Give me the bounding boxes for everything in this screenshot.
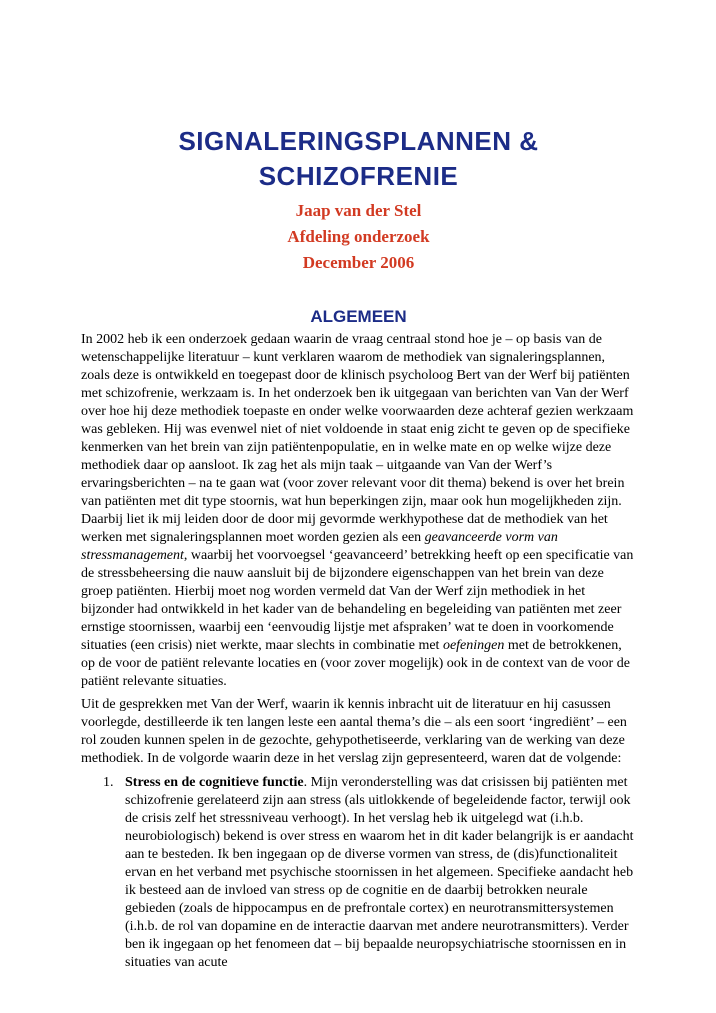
paragraph-1-italic-stressmanagement: geavanceerde vorm van stressmanagement bbox=[81, 530, 558, 563]
document-title-line-2: SCHIZOFRENIE bbox=[258, 161, 459, 191]
paragraph-2: Uit de gesprekken met Van der Werf, waarin ik kennis inbracht uit de literatuur en hij casussen voorlegde, destilleerde ik ten langen leste een aantal thema’s die – als een soort ‘ingrediënt’ – een rol zouden kunnen spelen in de gezochte, gehypothetiseerde, verklaring van de werking van deze methodiek. In de volgorde waarin deze in het verslag zijn gepresenteerd, waren dat de volgende: bbox=[81, 697, 627, 766]
list-item-1-number: 1. bbox=[103, 775, 114, 790]
date-line: December 2006 bbox=[302, 253, 415, 272]
author-line: Jaap van der Stel bbox=[295, 201, 422, 220]
document-title bbox=[81, 124, 636, 194]
paragraph-1-run-1: In 2002 heb ik een onderzoek gedaan waarin de vraag centraal stond hoe je – op basis van de wetenschappelijke literatuur – kunt verklaren waarom de methodiek van signaleringsplannen, zoals deze is ontwikkeld en toegepast door de klinisch psycholoog Bert van der Werf bij patiënten met schizofrenie, werkzaam is. In het onderzoek ben ik uitgegaan van berichten van Van der Werf over hoe hij deze methodiek toepaste en onder welke voorwaarden deze achteraf gezien werkzaam was gebleken. Hij was evenwel niet of niet voldoende in staat enig zicht te geven op de specifieke kenmerken van het brein van zijn patiëntenpopulatie, en in welke mate en op welke wijze deze methodiek daar op aansloot. Ik zag het als mijn taak – uitgaande van Van der Werf’s ervaringsberichten – na te gaan wat (voor zover relevant voor dit thema) bekend is over het brein van patiënten met dit type stoornis, wat hun beperkingen zijn, maar ook hun mogelijkheden zijn. Daarbij liet ik mij leiden door de door mij gevormde werkhypothese dat de methodiek van het werken met signaleringsplannen moet worden gezien als een bbox=[81, 332, 634, 545]
list-item-1-text bbox=[125, 775, 634, 970]
paragraph-1-italic-oefeningen: oefeningen bbox=[442, 638, 505, 653]
paragraph-1-run-3: , waarbij het voorvoegsel ‘geavanceerd’ betrekking heeft op een specificatie van de stressbeheersing die nauw aansluit bij de bijzondere eigenschappen van het brein van deze groep patiënten. Hierbij moet nog worden vermeld dat Van der Werf zijn methodiek in het bijzonder had ontwikkeld in het kader van de behandeling en begeleiding van patiënten met zeer ernstige stoornissen, waarbij een ‘eenvoudig lijstje met afspraken’ wat te doen in voorkomende situaties (een crisis) niet werkte, maar slechts in combinatie met bbox=[81, 548, 634, 653]
section-heading-algemeen: ALGEMEEN bbox=[310, 307, 407, 326]
list-item-1-body: . Mijn veronderstelling was dat crisissen bij patiënten met schizofrenie gerelateerd zijn aan stress (als uitlokkende of begeleidende factor, terwijl ook de crisis zelf het stressniveau verhoogt). In het verslag heb ik uitgelegd wat (i.h.b. neurobiologisch) bekend is over stress en waarom het in dit kader belangrijk is er aandacht aan te besteden. Ik ben ingegaan op de diverse vormen van stress, de (dis)functionaliteit ervan en het verband met psychische stoornissen in het algemeen. Specifieke aandacht heb ik besteed aan de invloed van stress op de cognitie en de daarbij betrokken neurale gebieden (zoals de hippocampus en de prefrontale cortex) en neurotransmittersystemen (i.h.b. de rol van dopamine en de interactie daarvan met andere neurotransmitters). Verder ben ik ingegaan op het fenomeen dat – bij bepaalde neuropsychiatrische stoornissen en in situaties van acute bbox=[125, 775, 634, 970]
list-item-1-bold-lead: Stress en de cognitieve functie bbox=[125, 775, 304, 790]
document-meta bbox=[81, 202, 636, 272]
list-item-1 bbox=[81, 774, 636, 972]
department-line: Afdeling onderzoek bbox=[287, 227, 430, 246]
document-title-line-1: SIGNALERINGSPLANNEN & bbox=[178, 126, 539, 156]
paragraph-1-run-5: met de betrokkenen, op de voor de patiënt relevante locaties en (voor zover mogelijk) ook in de context van de voor de patiënt relevante situaties. bbox=[81, 638, 630, 689]
numbered-list bbox=[81, 774, 636, 972]
paragraph-1 bbox=[81, 331, 636, 691]
